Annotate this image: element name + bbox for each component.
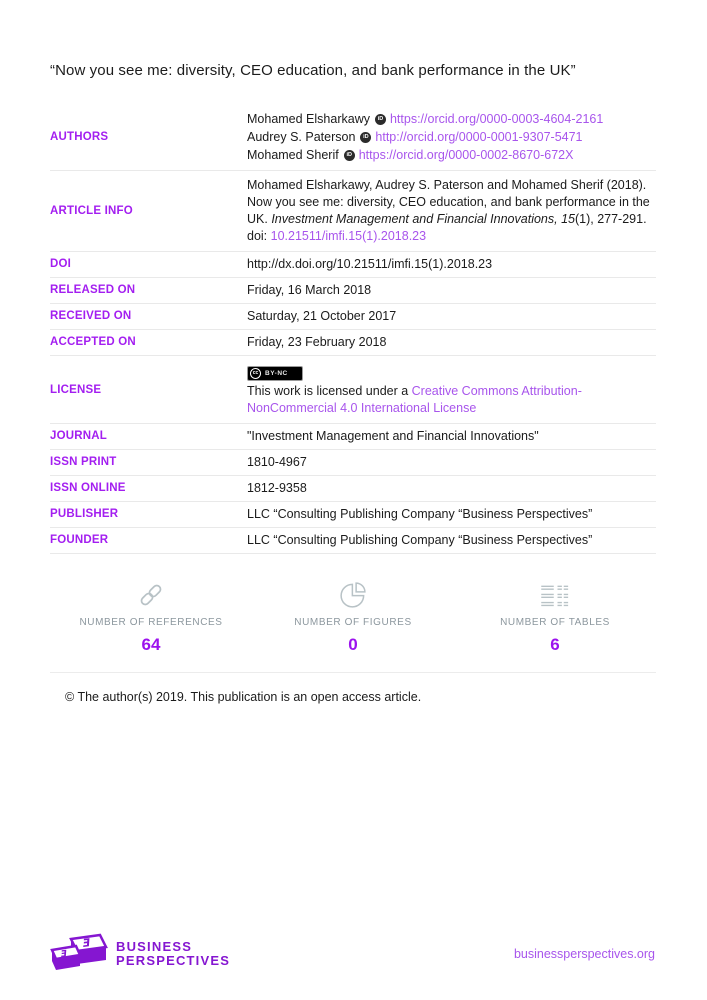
business-perspectives-logo-icon: [50, 932, 108, 976]
article-info-row: [50, 171, 656, 252]
field-label-issn-online: ISSN ONLINE: [50, 482, 126, 494]
field-label-journal: JOURNAL: [50, 430, 107, 442]
accepted-row: [50, 330, 656, 356]
orcid-icon: iD: [360, 132, 371, 143]
stat-tables: [454, 576, 656, 655]
accepted-value: Friday, 23 February 2018: [247, 335, 387, 349]
field-label-issn-print: ISSN PRINT: [50, 456, 117, 468]
field-label-authors: AUTHORS: [50, 131, 109, 143]
publisher-wordmark: BUSINESS PERSPECTIVES: [116, 939, 231, 968]
citation-pages: (1), 277-291. doi:: [247, 212, 647, 243]
journal-row: [50, 424, 656, 450]
field-label-released: RELEASED ON: [50, 284, 136, 296]
svg-text:Ǝ: Ǝ: [60, 949, 68, 960]
author-line: [247, 146, 656, 164]
link-icon: [50, 576, 252, 610]
stat-label: NUMBER OF FIGURES: [294, 617, 412, 628]
page-title: “Now you see me: diversity, CEO education, and bank performance in the UK”: [50, 62, 576, 79]
stat-references: [50, 576, 252, 655]
stat-figures: [252, 576, 454, 655]
doi-value[interactable]: http://dx.doi.org/10.21511/imfi.15(1).2018.23: [247, 257, 493, 271]
author-orcid-link[interactable]: https://orcid.org/0000-0002-8670-672X: [358, 148, 574, 162]
license-link[interactable]: Creative Commons Attribution-NonCommercial 4.0 International License: [247, 384, 582, 415]
stat-label: NUMBER OF TABLES: [500, 617, 610, 628]
table-icon: [454, 576, 656, 610]
founder-value: LLC “Consulting Publishing Company “Business Perspectives”: [247, 533, 593, 547]
author-orcid-link[interactable]: https://orcid.org/0000-0003-4604-2161: [389, 112, 604, 126]
copyright-notice: © The author(s) 2019. This publication is an open access article.: [65, 690, 422, 704]
author-name: Audrey S. Paterson: [247, 130, 356, 144]
field-label-accepted: ACCEPTED ON: [50, 336, 136, 348]
citation-doi-link[interactable]: 10.21511/imfi.15(1).2018.23: [270, 229, 427, 243]
publisher-value: LLC “Consulting Publishing Company “Business Perspectives”: [247, 507, 593, 521]
content-area: [50, 0, 656, 704]
citation-journal-italic: Investment Management and Financial Innovations, 15: [271, 212, 575, 226]
citation-text: Mohamed Elsharkawy, Audrey S. Paterson and Mohamed Sherif (2018). Now you see me: diversity, CEO education, and bank performance in the UK.: [247, 178, 650, 226]
article-citation: [247, 177, 656, 245]
field-label-doi: DOI: [50, 258, 72, 270]
author-name: Mohamed Sherif: [247, 148, 339, 162]
field-label-license: LICENSE: [50, 383, 102, 396]
stat-label: NUMBER OF REFERENCES: [79, 617, 223, 628]
field-label-received: RECEIVED ON: [50, 310, 132, 322]
author-orcid-link[interactable]: http://orcid.org/0000-0001-9307-5471: [375, 130, 583, 144]
doi-row: [50, 252, 656, 278]
journal-value: "Investment Management and Financial Innovations": [247, 429, 539, 443]
author-line: [247, 128, 656, 146]
field-label-founder: FOUNDER: [50, 534, 109, 546]
stat-value: 0: [348, 635, 358, 654]
publisher-row: [50, 502, 656, 528]
received-value: Saturday, 21 October 2017: [247, 309, 397, 323]
field-label-article-info: ARTICLE INFO: [50, 205, 133, 217]
footer: [50, 932, 655, 976]
license-row: [50, 356, 656, 424]
authors-value: [247, 110, 656, 164]
license-value: [247, 362, 656, 417]
released-value: Friday, 16 March 2018: [247, 283, 372, 297]
authors-row: [50, 104, 656, 171]
publisher-website-link[interactable]: businessperspectives.org: [513, 947, 655, 961]
author-name: Mohamed Elsharkawy: [247, 112, 370, 126]
article-stats: [50, 576, 656, 655]
cc-by-nc-badge[interactable]: [247, 366, 303, 381]
cc-icon: cc: [250, 368, 261, 379]
metadata-table: [50, 104, 656, 554]
cc-badge-label: BY-NC: [265, 370, 288, 377]
divider: [50, 672, 656, 673]
issn-print-value: 1810-4967: [247, 455, 307, 469]
publisher-logo[interactable]: [50, 932, 230, 976]
stat-value: 6: [550, 635, 560, 654]
orcid-icon: iD: [344, 150, 355, 161]
issn-online-value: 1812-9358: [247, 481, 307, 495]
license-text: This work is licensed under a Creative Commons Attribution-NonCommercial 4.0 International License: [247, 384, 582, 415]
field-label-publisher: PUBLISHER: [50, 508, 119, 520]
pie-chart-icon: [252, 576, 454, 610]
received-row: [50, 304, 656, 330]
svg-text:Ǝ: Ǝ: [81, 936, 91, 950]
stat-value: 64: [141, 635, 161, 654]
issn-online-row: [50, 476, 656, 502]
founder-row: [50, 528, 656, 554]
released-row: [50, 278, 656, 304]
issn-print-row: [50, 450, 656, 476]
orcid-icon: iD: [375, 114, 386, 125]
author-line: [247, 110, 656, 128]
